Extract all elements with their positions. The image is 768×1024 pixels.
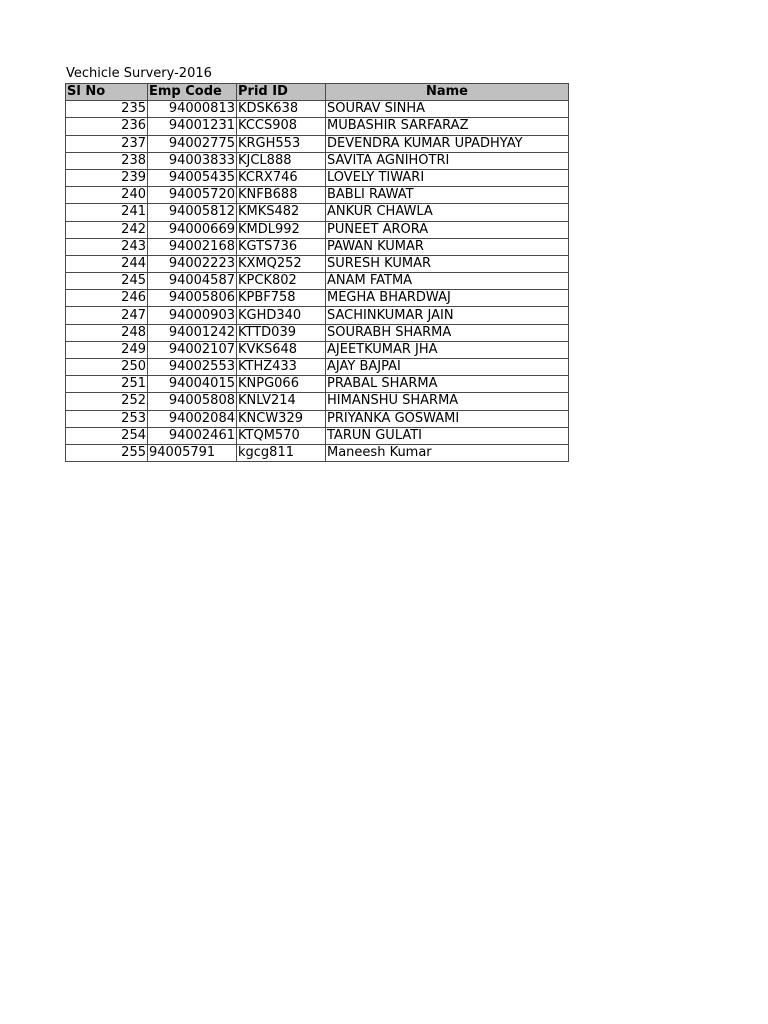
cell-prid-id: KMDL992	[237, 221, 326, 238]
cell-prid-id: KNFB688	[237, 187, 326, 204]
table-row	[66, 427, 569, 444]
cell-name: HIMANSHU SHARMA	[326, 393, 569, 410]
cell-emp-code: 94004015	[148, 376, 237, 393]
cell-emp-code: 94002168	[148, 238, 237, 255]
cell-prid-id: KTQM570	[237, 427, 326, 444]
cell-emp-code: 94002223	[148, 255, 237, 272]
cell-emp-code: 94005808	[148, 393, 237, 410]
cell-name: DEVENDRA KUMAR UPADHYAY	[326, 135, 569, 152]
cell-name: LOVELY TIWARI	[326, 169, 569, 186]
cell-name: PRIYANKA GOSWAMI	[326, 410, 569, 427]
cell-name: ANAM FATMA	[326, 273, 569, 290]
cell-prid-id: KRGH553	[237, 135, 326, 152]
cell-name: SAVITA AGNIHOTRI	[326, 152, 569, 169]
cell-emp-code: 94002107	[148, 341, 237, 358]
sheet-title: Vechicle Survery-2016	[66, 66, 212, 81]
cell-prid-id: KDSK638	[237, 101, 326, 118]
table-row	[66, 341, 569, 358]
table-row	[66, 393, 569, 410]
cell-sl-no: 240	[66, 187, 148, 204]
table-row	[66, 444, 569, 461]
table-row	[66, 324, 569, 341]
table-row	[66, 118, 569, 135]
cell-sl-no: 241	[66, 204, 148, 221]
cell-prid-id: KNPG066	[237, 376, 326, 393]
cell-prid-id: KJCL888	[237, 152, 326, 169]
cell-name: ANKUR CHAWLA	[326, 204, 569, 221]
cell-emp-code: 94002775	[148, 135, 237, 152]
cell-sl-no: 246	[66, 290, 148, 307]
cell-sl-no: 255	[66, 444, 148, 461]
table-row	[66, 187, 569, 204]
cell-sl-no: 250	[66, 359, 148, 376]
cell-emp-code: 94002084	[148, 410, 237, 427]
column-header-prid-id: Prid ID	[237, 84, 326, 101]
cell-prid-id: KTHZ433	[237, 359, 326, 376]
cell-prid-id: KPCK802	[237, 273, 326, 290]
cell-name: PAWAN KUMAR	[326, 238, 569, 255]
cell-sl-no: 251	[66, 376, 148, 393]
cell-sl-no: 254	[66, 427, 148, 444]
cell-name: SOURABH SHARMA	[326, 324, 569, 341]
cell-emp-code: 94001242	[148, 324, 237, 341]
cell-emp-code: 94002553	[148, 359, 237, 376]
cell-name: BABLI RAWAT	[326, 187, 569, 204]
cell-name: SOURAV SINHA	[326, 101, 569, 118]
cell-sl-no: 235	[66, 101, 148, 118]
cell-name: AJAY BAJPAI	[326, 359, 569, 376]
cell-emp-code: 94005720	[148, 187, 237, 204]
cell-prid-id: KPBF758	[237, 290, 326, 307]
survey-table	[65, 83, 569, 462]
cell-emp-code: 94005435	[148, 169, 237, 186]
table-row	[66, 273, 569, 290]
cell-sl-no: 247	[66, 307, 148, 324]
cell-name: PUNEET ARORA	[326, 221, 569, 238]
cell-sl-no: 237	[66, 135, 148, 152]
cell-emp-code: 94000813	[148, 101, 237, 118]
cell-sl-no: 249	[66, 341, 148, 358]
column-header-sl-no: Sl No	[66, 84, 148, 101]
cell-prid-id: KCRX746	[237, 169, 326, 186]
cell-name: AJEETKUMAR JHA	[326, 341, 569, 358]
cell-name: Maneesh Kumar	[326, 444, 569, 461]
column-header-emp-code: Emp Code	[148, 84, 237, 101]
cell-prid-id: KXMQ252	[237, 255, 326, 272]
table-body	[66, 101, 569, 462]
cell-prid-id: KCCS908	[237, 118, 326, 135]
cell-sl-no: 248	[66, 324, 148, 341]
cell-sl-no: 236	[66, 118, 148, 135]
cell-emp-code: 94002461	[148, 427, 237, 444]
cell-sl-no: 239	[66, 169, 148, 186]
cell-prid-id: KVKS648	[237, 341, 326, 358]
table-row	[66, 221, 569, 238]
cell-sl-no: 238	[66, 152, 148, 169]
cell-prid-id: KMKS482	[237, 204, 326, 221]
cell-emp-code: 94000669	[148, 221, 237, 238]
cell-emp-code: 94001231	[148, 118, 237, 135]
cell-name: SURESH KUMAR	[326, 255, 569, 272]
cell-sl-no: 243	[66, 238, 148, 255]
cell-prid-id: KGHD340	[237, 307, 326, 324]
table-row	[66, 359, 569, 376]
cell-prid-id: KNLV214	[237, 393, 326, 410]
cell-emp-code: 94000903	[148, 307, 237, 324]
table-row	[66, 376, 569, 393]
cell-prid-id: kgcg811	[237, 444, 326, 461]
table-row	[66, 255, 569, 272]
cell-emp-code: 94005806	[148, 290, 237, 307]
cell-sl-no: 245	[66, 273, 148, 290]
table-row	[66, 101, 569, 118]
cell-emp-code: 94004587	[148, 273, 237, 290]
column-header-name: Name	[326, 84, 569, 101]
table-row	[66, 169, 569, 186]
table-row	[66, 410, 569, 427]
table-row	[66, 290, 569, 307]
table-row	[66, 307, 569, 324]
cell-emp-code: 94005812	[148, 204, 237, 221]
cell-name: SACHINKUMAR JAIN	[326, 307, 569, 324]
cell-emp-code: 94005791	[148, 444, 237, 461]
cell-name: PRABAL SHARMA	[326, 376, 569, 393]
cell-name: MEGHA BHARDWAJ	[326, 290, 569, 307]
table-row	[66, 204, 569, 221]
cell-name: TARUN GULATI	[326, 427, 569, 444]
table-row	[66, 135, 569, 152]
cell-prid-id: KTTD039	[237, 324, 326, 341]
cell-name: MUBASHIR SARFARAZ	[326, 118, 569, 135]
cell-sl-no: 242	[66, 221, 148, 238]
table-header-row	[66, 84, 569, 101]
cell-sl-no: 244	[66, 255, 148, 272]
cell-sl-no: 253	[66, 410, 148, 427]
cell-prid-id: KNCW329	[237, 410, 326, 427]
cell-sl-no: 252	[66, 393, 148, 410]
cell-emp-code: 94003833	[148, 152, 237, 169]
table-row	[66, 238, 569, 255]
table-row	[66, 152, 569, 169]
cell-prid-id: KGTS736	[237, 238, 326, 255]
